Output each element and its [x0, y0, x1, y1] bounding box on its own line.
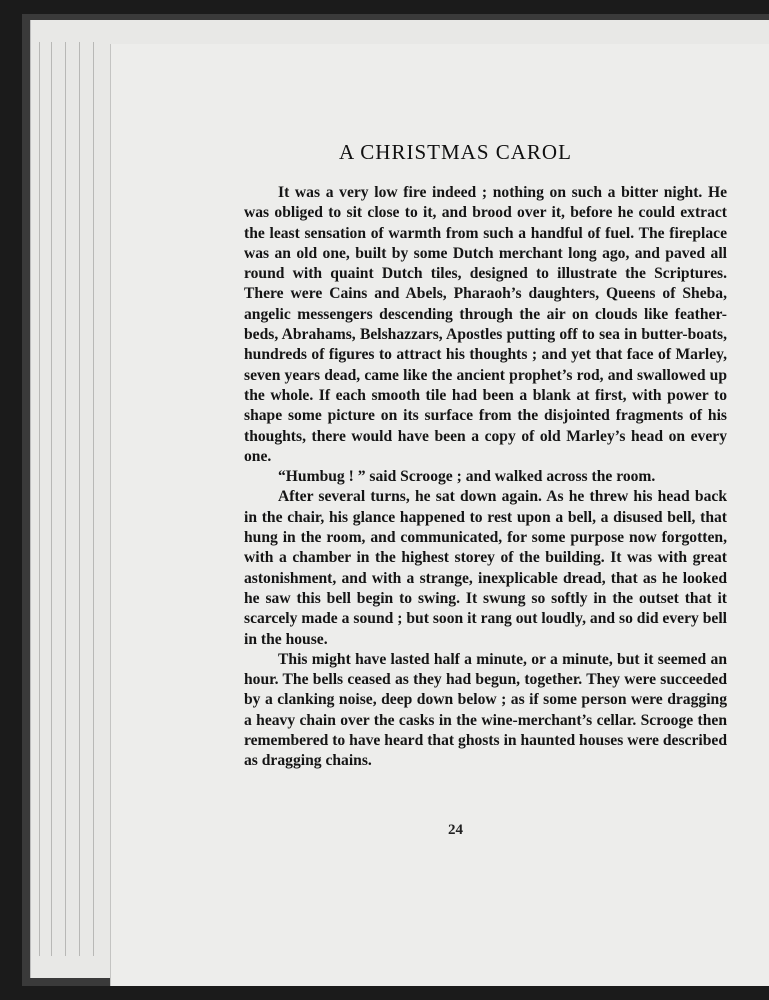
- running-title: A CHRISTMAS CAROL: [339, 140, 572, 164]
- page-edge-line: [39, 42, 40, 956]
- page-edges: [30, 20, 769, 978]
- page-edge-line: [65, 42, 66, 956]
- page-edge-line: [51, 42, 52, 956]
- paragraph: “Humbug ! ” said Scrooge ; and walked across the room.: [278, 468, 656, 486]
- paragraph: After several turns, he sat down again. As he threw his head back in the chair, his glance happened to rest upon a bell, a disused bell, that hung in the room, and communicated, for some purpose now forgotten, with a chamber in the highest storey of the building. It was with great astonishment, and with a strange, inexplicable dread, that as he looked he saw this bell begin to swing. It swung so softly in the outset that it scarcely made a sound ; but soon it rang out loudly, and so did every bell in the house.: [244, 488, 727, 648]
- paragraph: It was a very low fire indeed ; nothing on such a bitter night. He was obliged to sit close to it, and brood over it, before he could extract the least sensation of warmth from such a handful of fuel. The fireplace was an old one, built by some Dutch merchant long ago, and paved all round with quaint Dutch tiles, designed to illustrate the Scriptures. There were Cains and Abels, Pharaoh’s daughters, Queens of Sheba, angelic messengers descending through the air on clouds like feather-beds, Abrahams, Belshazzars, Apostles putting off to sea in butter-boats, hundreds of figures to attract his thoughts ; and yet that face of Marley, seven years dead, came like the ancient prophet’s rod, and swallowed up the whole. If each smooth tile had been a blank at first, with power to shape some picture on its surface from the disjointed fragments of his thoughts, there would have been a copy of old Marley’s head on every one.: [244, 184, 727, 465]
- page-number: 24: [448, 822, 463, 838]
- book-page: [111, 44, 769, 986]
- page-edge-line: [93, 42, 94, 956]
- page-edge-line: [79, 42, 80, 956]
- paragraph: This might have lasted half a minute, or a minute, but it seemed an hour. The bells ceased as they had begun, together. They were succeeded by a clanking noise, deep down below ; as if some person were dragging a heavy chain over the casks in the wine-merchant’s cellar. Scrooge then remembered to have heard that ghosts in haunted houses were described as dragging chains.: [244, 650, 727, 770]
- page-body: [244, 183, 727, 772]
